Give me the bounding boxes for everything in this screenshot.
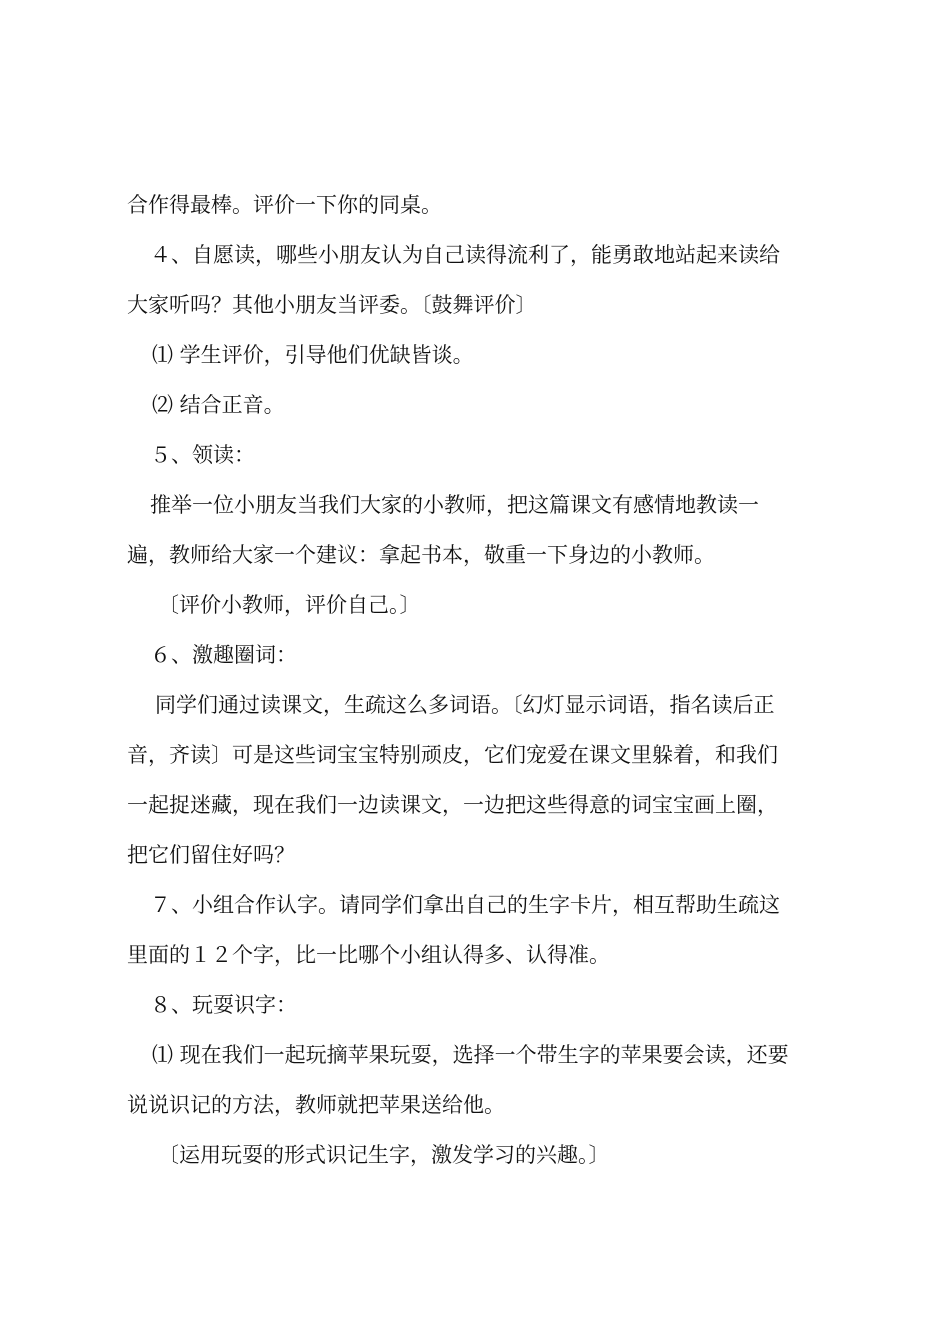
text-line-13: 一起捉迷藏，现在我们一边读课文，一边把这些得意的词宝宝画上圈， [127,793,778,817]
text-line-19: 说说识记的方法，教师就把苹果送给他。 [127,1093,505,1117]
text-line-6: ５、领读： [150,443,255,467]
text-line-14: 把它们留住好吗？ [127,843,295,867]
text-line-5: ⑵ 结合正音。 [152,393,285,417]
text-line-12: 音，齐读〕可是这些词宝宝特别顽皮，它们宠爱在课文里躲着，和我们 [127,743,778,767]
text-line-15: ７、小组合作认字。请同学们拿出自己的生字卡片，相互帮助生疏这 [150,893,780,917]
text-line-16: 里面的１２个字，比一比哪个小组认得多、认得准。 [127,943,610,967]
text-line-9: 〔评价小教师，评价自己。〕 [158,593,421,617]
text-line-10: ６、激趣圈词： [150,643,297,667]
text-line-2: ４、自愿读，哪些小朋友认为自己读得流利了，能勇敢地站起来读给 [150,243,780,267]
text-line-3: 大家听吗？其他小朋友当评委。〔鼓舞评价〕 [127,293,537,317]
text-line-18: ⑴ 现在我们一起玩摘苹果玩耍，选择一个带生字的苹果要会读，还要 [152,1043,789,1067]
text-line-17: ８、玩耍识字： [150,993,297,1017]
text-line-20: 〔运用玩耍的形式识记生字，激发学习的兴趣。〕 [158,1143,610,1167]
text-line-4: ⑴ 学生评价，引导他们优缺皆谈。 [152,343,474,367]
text-line-11: 同学们通过读课文，生疏这么多词语。〔幻灯显示词语，指名读后正 [155,693,775,717]
text-line-7: 推举一位小朋友当我们大家的小教师，把这篇课文有感情地教读一 [150,493,759,517]
text-line-8: 遍，教师给大家一个建议：拿起书本，敬重一下身边的小教师。 [127,543,715,567]
text-line-1: 合作得最棒。评价一下你的同桌。 [127,193,442,217]
